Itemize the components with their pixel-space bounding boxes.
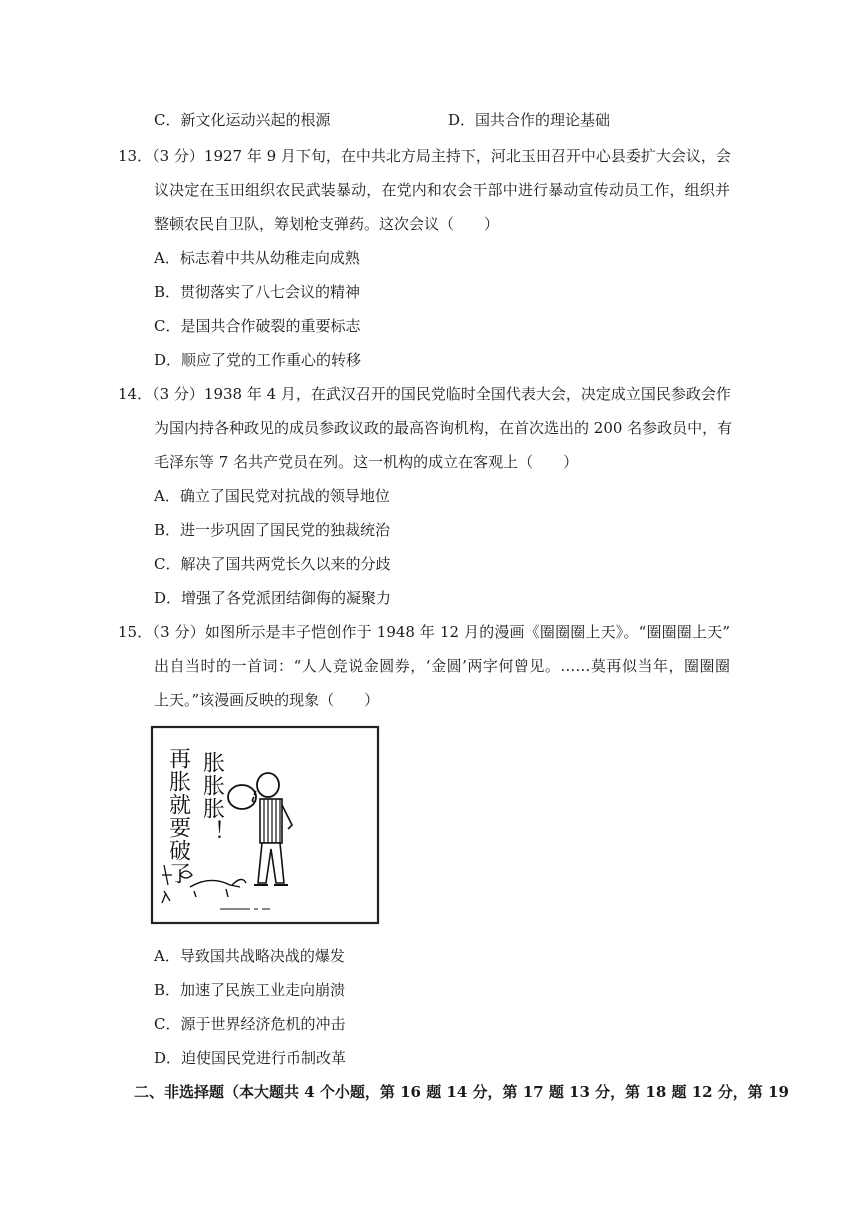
cartoon-text-left: 再胀就要破了 [165, 747, 191, 885]
q15-stem-line-3: 上天。”该漫画反映的现象（ ） [154, 691, 380, 709]
q13-option-d: D．顺应了党的工作重心的转移 [154, 351, 362, 369]
section-2-heading: 二、非选择题（本大题共 4 个小题，第 16 题 14 分，第 17 题 13 分，第 18 题 12 分，第 19 [134, 1083, 789, 1101]
q15-stem-line-2: 出自当时的一首词：“人人竞说金圆券，‘金圆’两字何曾见。……莫再似当年，圈圈圈 [154, 657, 730, 675]
q14-stem-line-1: 14．（3 分）1938 年 4 月，在武汉召开的国民党临时全国代表大会，决定成立国民参政会作 [118, 385, 731, 403]
q15-option-c: C．源于世界经济危机的冲击 [154, 1015, 346, 1033]
q14-option-b: B．进一步巩固了国民党的独裁统治 [154, 521, 391, 539]
q13-option-a: A．标志着中共从幼稚走向成熟 [154, 249, 360, 267]
q15-option-a: A．导致国共战略决战的爆发 [154, 947, 345, 965]
q15-stem-line-1: 15．（3 分）如图所示是丰子恺创作于 1948 年 12 月的漫画《圈圈圈上天》。“圈圈圈上天” [118, 623, 730, 641]
q15-option-d: D．迫使国民党进行币制改革 [154, 1049, 347, 1067]
q13-option-c: C．是国共合作破裂的重要标志 [154, 317, 361, 335]
q13-option-b: B．贯彻落实了八七会议的精神 [154, 283, 361, 301]
q13-stem-line-1: 13．（3 分）1927 年 9 月下旬，在中共北方局主持下，河北玉田召开中心县委扩大会议，会 [118, 147, 731, 165]
q12-option-c: C．新文化运动兴起的根源 [154, 111, 331, 129]
q15-option-b: B．加速了民族工业走向崩溃 [154, 981, 346, 999]
q14-option-a: A．确立了国民党对抗战的领导地位 [154, 487, 390, 505]
q14-option-c: C．解决了国共两党长久以来的分歧 [154, 555, 391, 573]
q14-stem-line-2: 为国内持各种政见的成员参政议政的最高咨询机构，在首次选出的 200 名参政员中，有 [154, 419, 733, 437]
q13-stem-line-2: 议决定在玉田组织农民武装暴动，在党内和农会干部中进行暴动宣传动员工作，组织并 [154, 181, 730, 199]
q13-stem-line-3: 整顿农民自卫队，筹划枪支弹药。这次会议（ ） [154, 215, 500, 233]
cartoon-figure [150, 725, 380, 925]
cartoon-text-right: 胀胀胀！ [199, 751, 225, 843]
q14-option-d: D．增强了各党派团结御侮的凝聚力 [154, 589, 392, 607]
q14-stem-line-3: 毛泽东等 7 名共产党员在列。这一机构的成立在客观上（ ） [154, 453, 579, 471]
q12-option-d: D．国共合作的理论基础 [448, 111, 611, 129]
